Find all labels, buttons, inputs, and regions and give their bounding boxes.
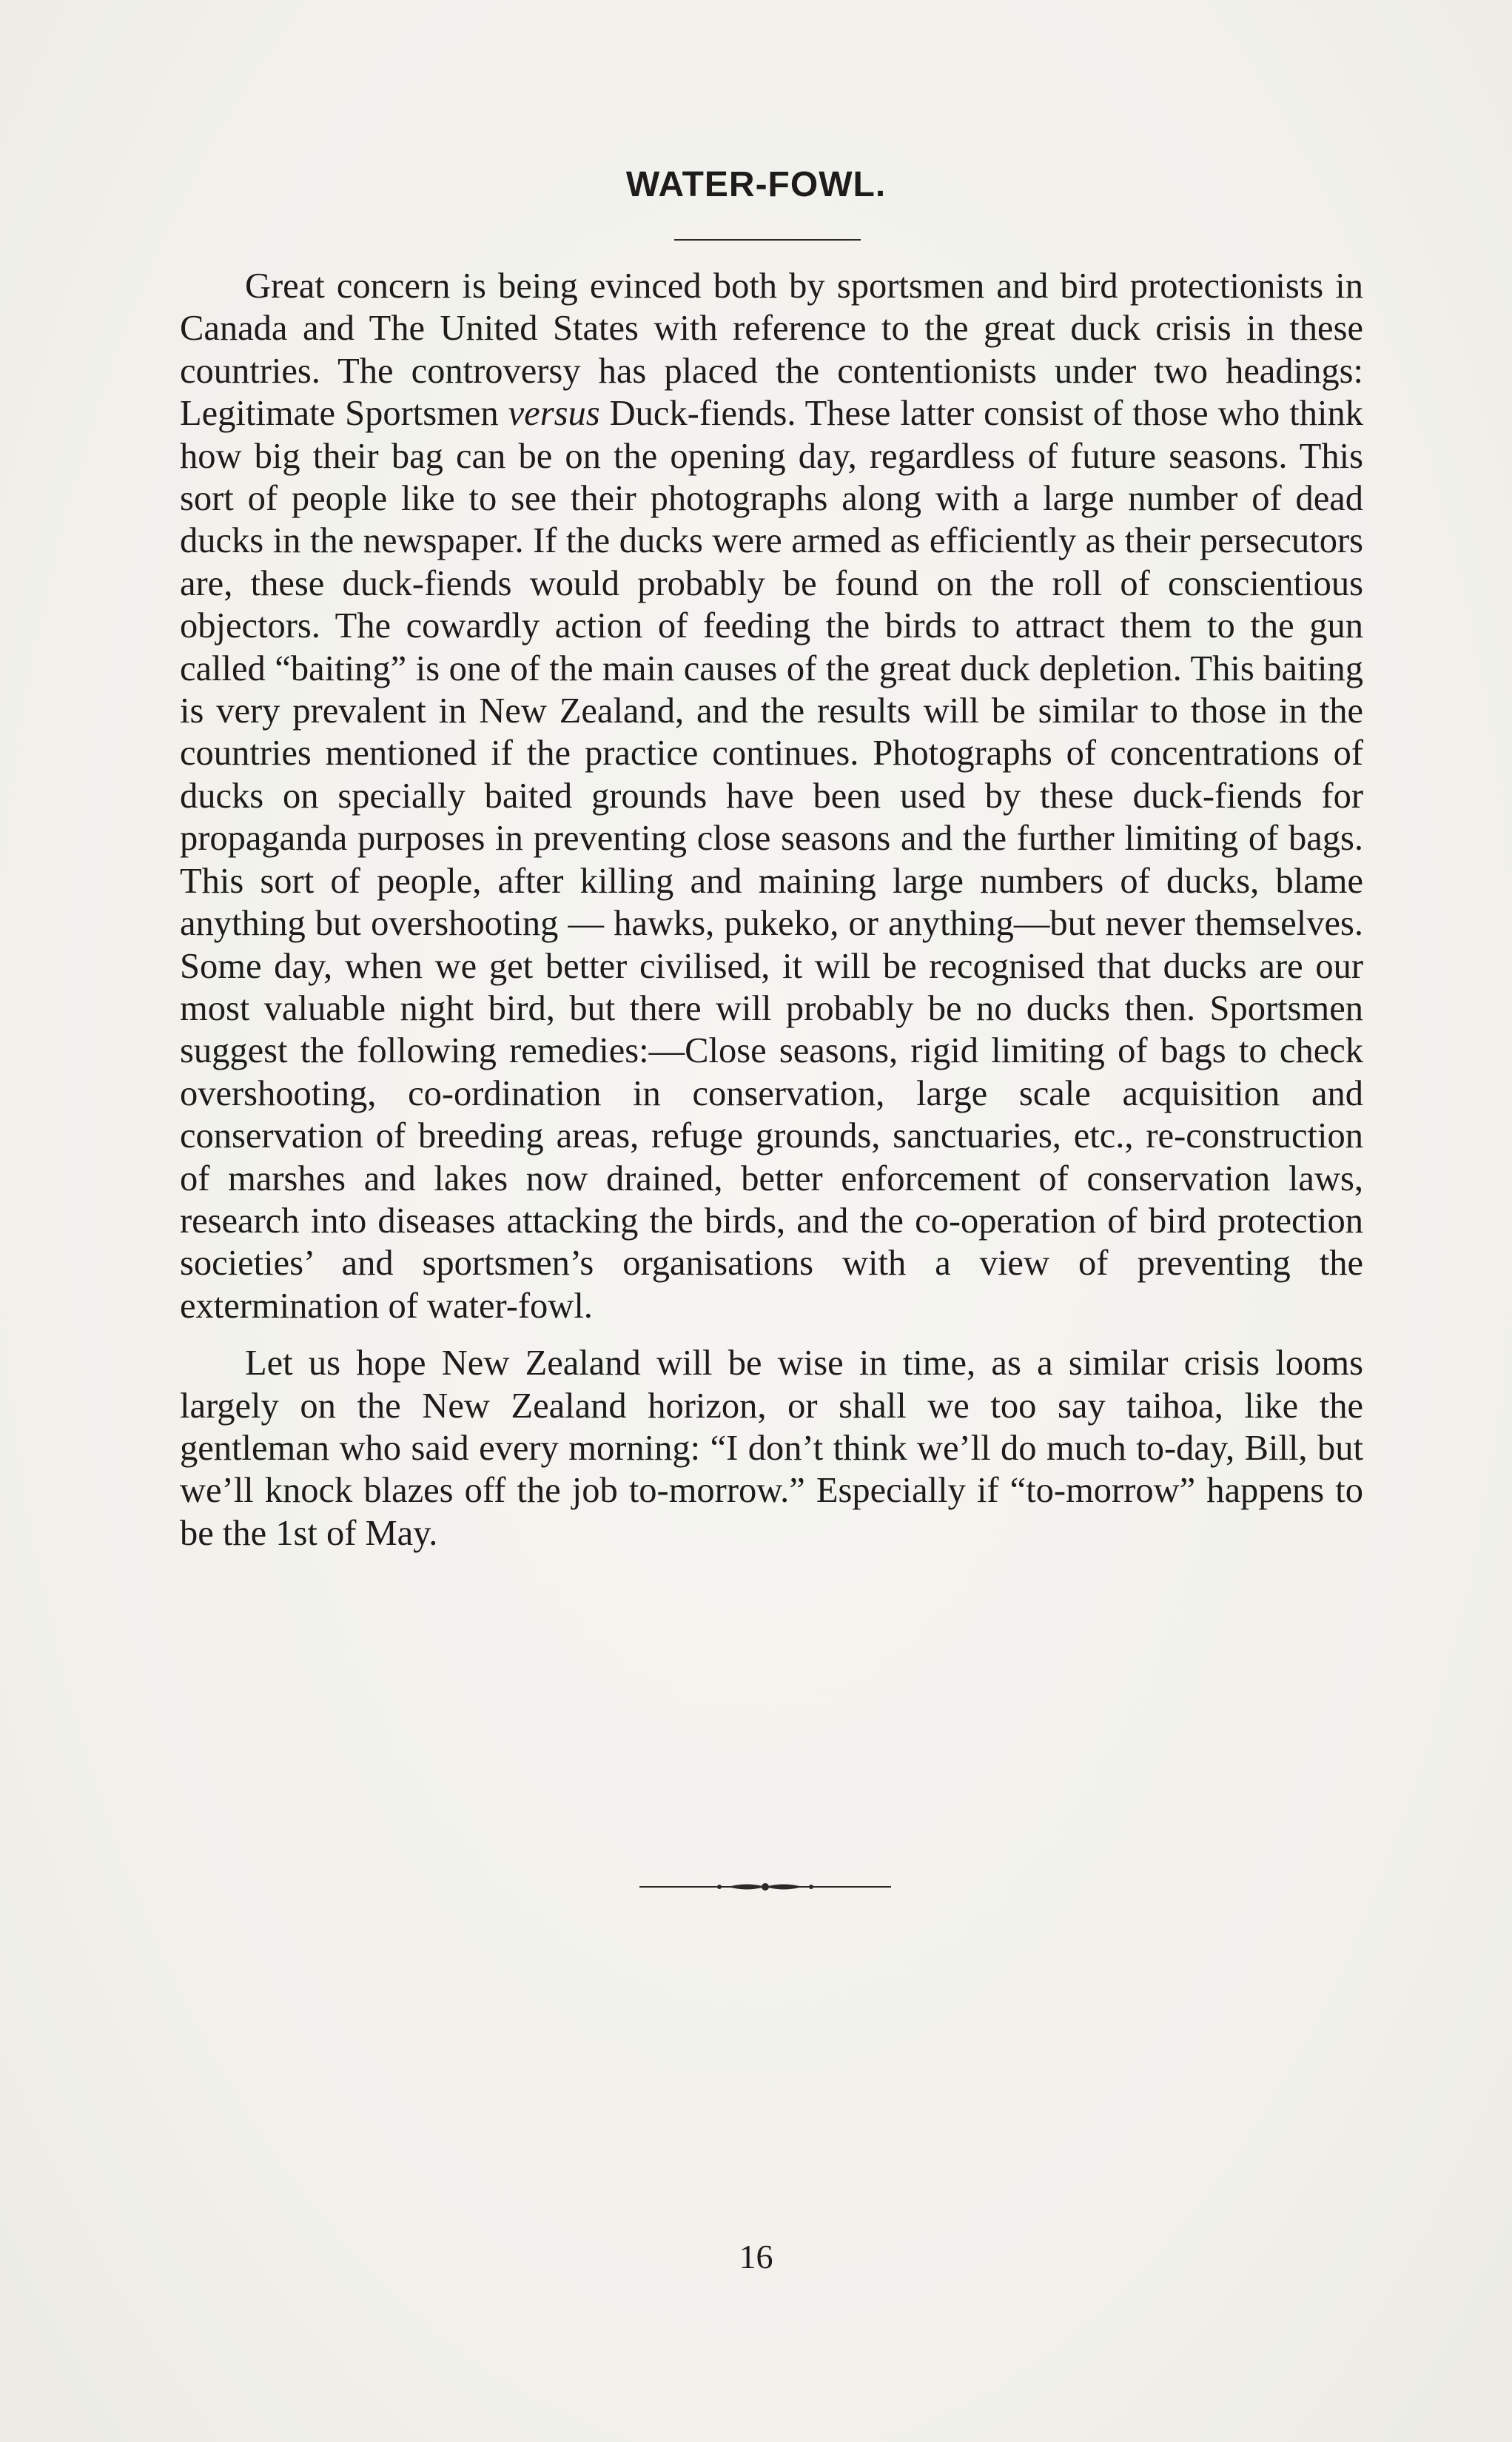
page-number: 16 xyxy=(739,2238,773,2275)
title-underline xyxy=(674,239,861,241)
paragraph-2: Let us hope New Zealand will be wise in time, as a similar crisis looms largely on the New Zealand horizon, or shall we too say taihoa, like the gentleman who said every morning: “I don’t think we’ll do much to-day, Bill, but we’ll knock blazes off the job to-morrow.” Especially if “to-morrow” happens to be the 1st of May. xyxy=(180,1344,1363,1553)
paragraph-1-part-1: Great concern is being evinced both by sportsmen and bird protectionists in Canada and The United States with reference to the great duck crisis in these countries. The controversy has placed the contentionists under two headings: Legitimate Sportsmen xyxy=(180,266,1363,434)
article-body xyxy=(180,265,1363,1554)
page-title: WATER-FOWL. xyxy=(625,165,887,204)
paragraph-1-italic-word: versus xyxy=(508,394,600,434)
paragraph-1-part-2: Duck-fiends. These latter consist of those who think how big their bag can be on the opening day, regardless of future seasons. This sort of people like to see their photographs along with a large number of dead ducks in the newspaper. If the ducks were armed as efficiently as their persecutors are, these duck-fiends would probably be found on the roll of conscientious objectors. The cowardly action of feeding the birds to attract them to the gun called “baiting” is one of the main causes of the great duck depletion. This baiting is very prevalent in New Zealand, and the results will be similar to those in the countries mentioned if the practice continues. Photographs of concentrations of ducks on specially baited grounds have been used by these duck-fiends for propaganda purposes in preventing close seasons and the further limiting of bags. This sort of people, after killing and maining large numbers of ducks, blame anything but overshooting — hawks, pukeko, or anything—but never themselves. Some day, when we get better civilised, it will be recognised that ducks are our most valuable night bird, but there will probably be no ducks then. Sportsmen suggest the following remedies:—Close seasons, rigid limiting of bags to check overshooting, co-ordination in conservation, large scale acquisition and conservation of breeding areas, refuge grounds, sanctuaries, etc., re-construction of marshes and lakes now drained, better enforcement of conservation laws, research into diseases attacking the birds, and the co-operation of bird protection societies’ and sportsmen’s organisations with a view of preventing the extermination of water-fowl. xyxy=(180,394,1364,1326)
paragraph-1 xyxy=(180,265,1363,1327)
section-ornament xyxy=(639,1882,891,1892)
